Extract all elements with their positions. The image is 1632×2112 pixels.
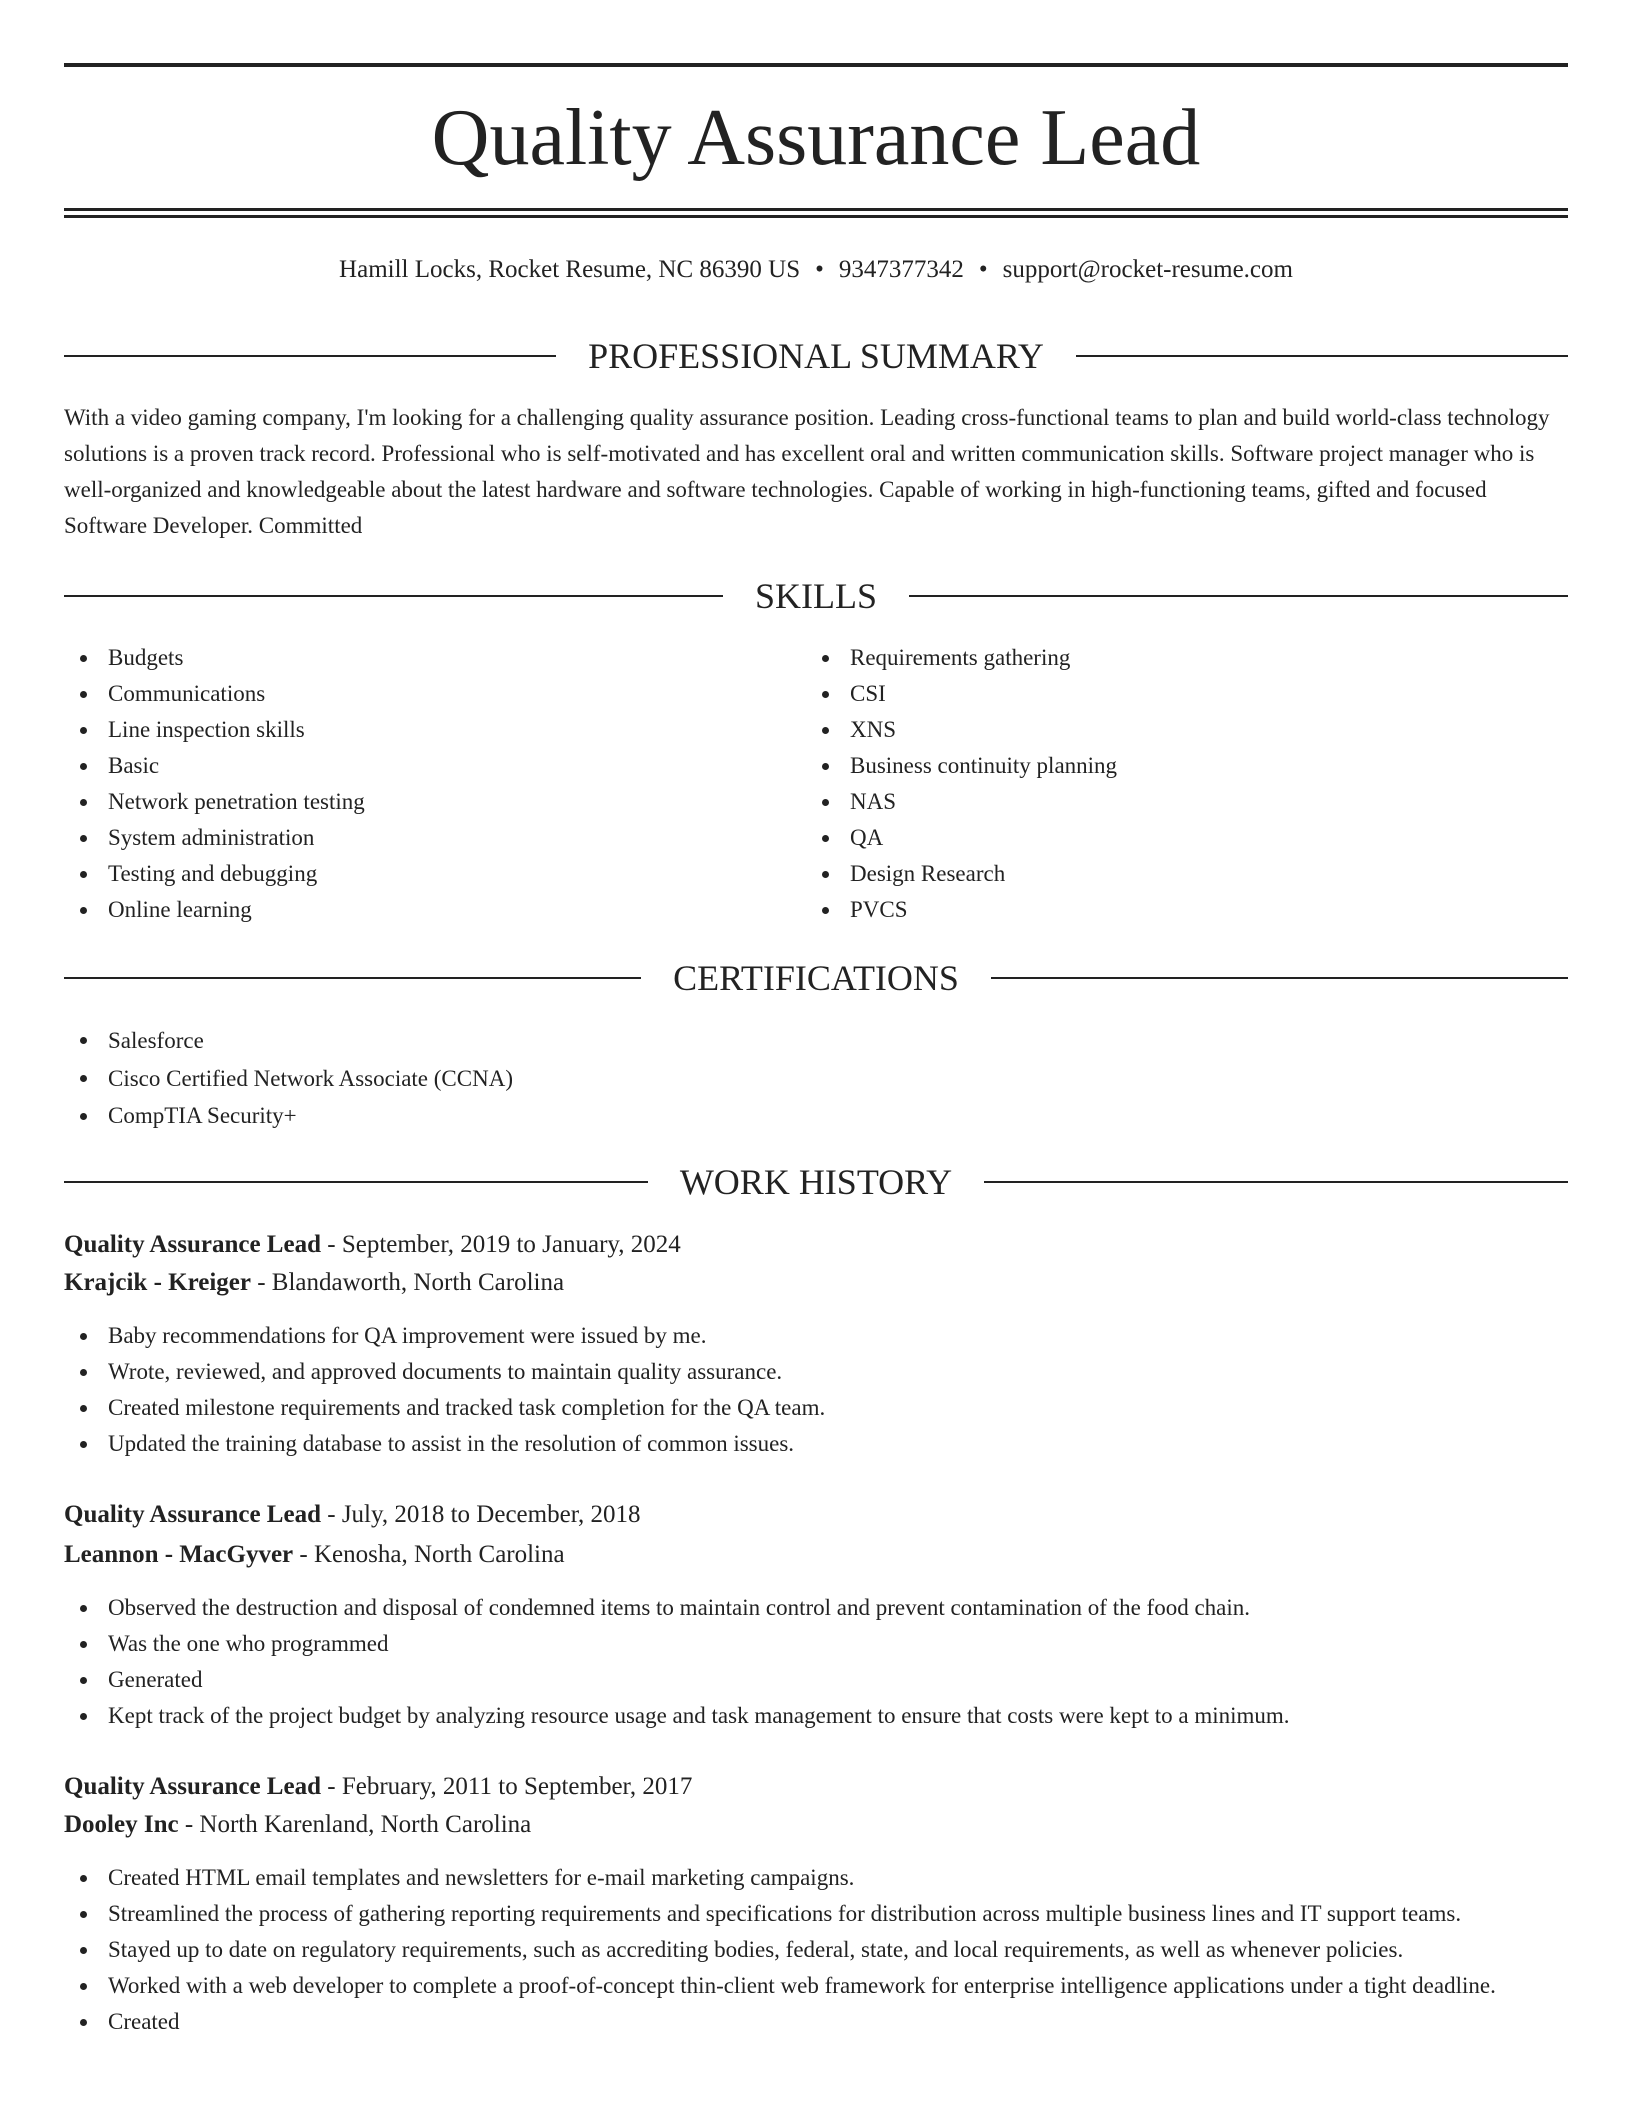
job-company-line — [64, 1806, 1568, 1844]
contact-address: Hamill Locks, Rocket Resume, NC 86390 US — [339, 256, 801, 283]
dash: - — [293, 1541, 314, 1568]
section-title: CERTIFICATIONS — [673, 958, 959, 998]
skill-item: Basic — [64, 748, 365, 784]
job-title: Quality Assurance Lead — [64, 1773, 321, 1800]
certification-item: Cisco Certified Network Associate (CCNA) — [64, 1060, 513, 1098]
skills-list-left — [64, 640, 365, 928]
job-bullet: Generated — [64, 1662, 1568, 1698]
job-bullet: Updated the training database to assist in the resolution of common issues. — [64, 1426, 1568, 1462]
dash: - — [178, 1811, 200, 1838]
skill-item: Business continuity planning — [806, 748, 1117, 784]
heading-rule — [64, 1181, 648, 1183]
skill-item: Budgets — [64, 640, 365, 676]
section-heading-work-history — [64, 1162, 1568, 1202]
job-company: Dooley Inc — [64, 1811, 179, 1838]
job-dates: July, 2018 to December, 2018 — [341, 1501, 641, 1528]
section-heading-certifications — [64, 958, 1568, 998]
job-bullet: Was the one who programmed — [64, 1626, 1568, 1662]
contact-line — [0, 254, 1632, 286]
job-bullet: Created HTML email templates and newsletters for e-mail marketing campaigns. — [64, 1860, 1568, 1896]
dash: - — [320, 1773, 342, 1800]
skill-item: QA — [806, 820, 1117, 856]
skill-item: Communications — [64, 676, 365, 712]
heading-rule — [64, 595, 723, 597]
job-dates: February, 2011 to September, 2017 — [341, 1773, 693, 1800]
heading-rule — [991, 977, 1568, 979]
summary-text: With a video gaming company, I'm looking for a challenging quality assurance position. Leading cross-functional teams to plan and build world-class technology solutions is a proven track record. Professional who is self-motivated and has excellent oral and written communication skills. Software project manager who is well-organized and knowledgeable about the latest hardware and software technologies. Capable of working in high-functioning teams, gifted and focused Software Developer. Committed — [64, 405, 1550, 538]
skill-item: Design Research — [806, 856, 1117, 892]
job-bullets — [64, 1860, 1568, 2040]
job-bullets — [64, 1590, 1568, 1734]
job-company-line — [64, 1536, 1568, 1574]
job-bullet: Worked with a web developer to complete a proof-of-concept thin-client web framework for enterprise intelligence applications under a tight deadline. — [64, 1968, 1568, 2004]
heading-rule — [1076, 355, 1568, 357]
job-bullet: Observed the destruction and disposal of condemned items to maintain control and prevent contamination of the food chain. — [64, 1590, 1568, 1626]
job-title: Quality Assurance Lead — [64, 1231, 321, 1258]
job-title-line — [64, 1496, 1568, 1534]
job-bullet: Created — [64, 2004, 1568, 2040]
job-entry — [64, 1768, 1568, 2040]
heading-rule — [64, 355, 556, 357]
skill-item: Network penetration testing — [64, 784, 365, 820]
certification-item: CompTIA Security+ — [64, 1098, 513, 1134]
section-title: PROFESSIONAL SUMMARY — [588, 336, 1044, 376]
skill-item: CSI — [806, 676, 1117, 712]
dash: - — [320, 1501, 342, 1528]
skill-item: PVCS — [806, 892, 1117, 928]
top-rule — [64, 63, 1568, 67]
job-entry — [64, 1496, 1568, 1734]
contact-phone[interactable]: 9347377342 — [838, 256, 964, 283]
job-company: Krajcik - Kreiger — [64, 1269, 251, 1296]
skill-item: Line inspection skills — [64, 712, 365, 748]
skill-item: Requirements gathering — [806, 640, 1117, 676]
skill-item: XNS — [806, 712, 1117, 748]
job-bullet: Baby recommendations for QA improvement were issued by me. — [64, 1318, 1568, 1354]
job-title-line — [64, 1768, 1568, 1806]
contact-separator: • — [815, 256, 824, 283]
job-bullet: Stayed up to date on regulatory requirements, such as accrediting bodies, federal, state, and local requirements, as well as whenever policies. — [64, 1932, 1568, 1968]
heading-rule — [984, 1181, 1568, 1183]
dash: - — [320, 1231, 342, 1258]
job-bullets — [64, 1318, 1568, 1462]
certifications-list — [64, 1022, 513, 1134]
skill-item: Testing and debugging — [64, 856, 365, 892]
dash: - — [250, 1269, 272, 1296]
job-entry — [64, 1226, 1568, 1462]
job-bullet: Wrote, reviewed, and approved documents to maintain quality assurance. — [64, 1354, 1568, 1390]
resume-title: Quality Assurance Lead — [431, 94, 1201, 182]
skill-item: Online learning — [64, 892, 365, 928]
skill-item: NAS — [806, 784, 1117, 820]
job-bullet: Streamlined the process of gathering reporting requirements and specifications for distribution across multiple business lines and IT support teams. — [64, 1896, 1568, 1932]
job-location: North Karenland, North Carolina — [199, 1811, 532, 1838]
skill-item: System administration — [64, 820, 365, 856]
certification-item: Salesforce — [64, 1022, 513, 1060]
heading-rule — [909, 595, 1568, 597]
job-location: Blandaworth, North Carolina — [271, 1269, 565, 1296]
contact-separator: • — [978, 256, 988, 283]
job-title-line — [64, 1226, 1568, 1264]
job-bullet: Created milestone requirements and tracked task completion for the QA team. — [64, 1390, 1568, 1426]
heading-rule — [64, 977, 641, 979]
section-heading-skills — [64, 576, 1568, 616]
contact-email[interactable]: support@rocket-resume.com — [1002, 256, 1293, 283]
job-title: Quality Assurance Lead — [64, 1501, 321, 1528]
section-title: WORK HISTORY — [679, 1162, 953, 1202]
section-heading-summary — [64, 336, 1568, 376]
job-location: Kenosha, North Carolina — [313, 1541, 565, 1568]
job-company-line — [64, 1264, 1568, 1302]
job-dates: September, 2019 to January, 2024 — [341, 1231, 681, 1258]
section-title: SKILLS — [755, 576, 878, 616]
skills-list-right — [806, 640, 1117, 928]
title-double-rule — [64, 208, 1568, 218]
job-company: Leannon - MacGyver — [64, 1541, 294, 1568]
job-bullet: Kept track of the project budget by analyzing resource usage and task management to ensure that costs were kept to a minimum. — [64, 1698, 1568, 1734]
